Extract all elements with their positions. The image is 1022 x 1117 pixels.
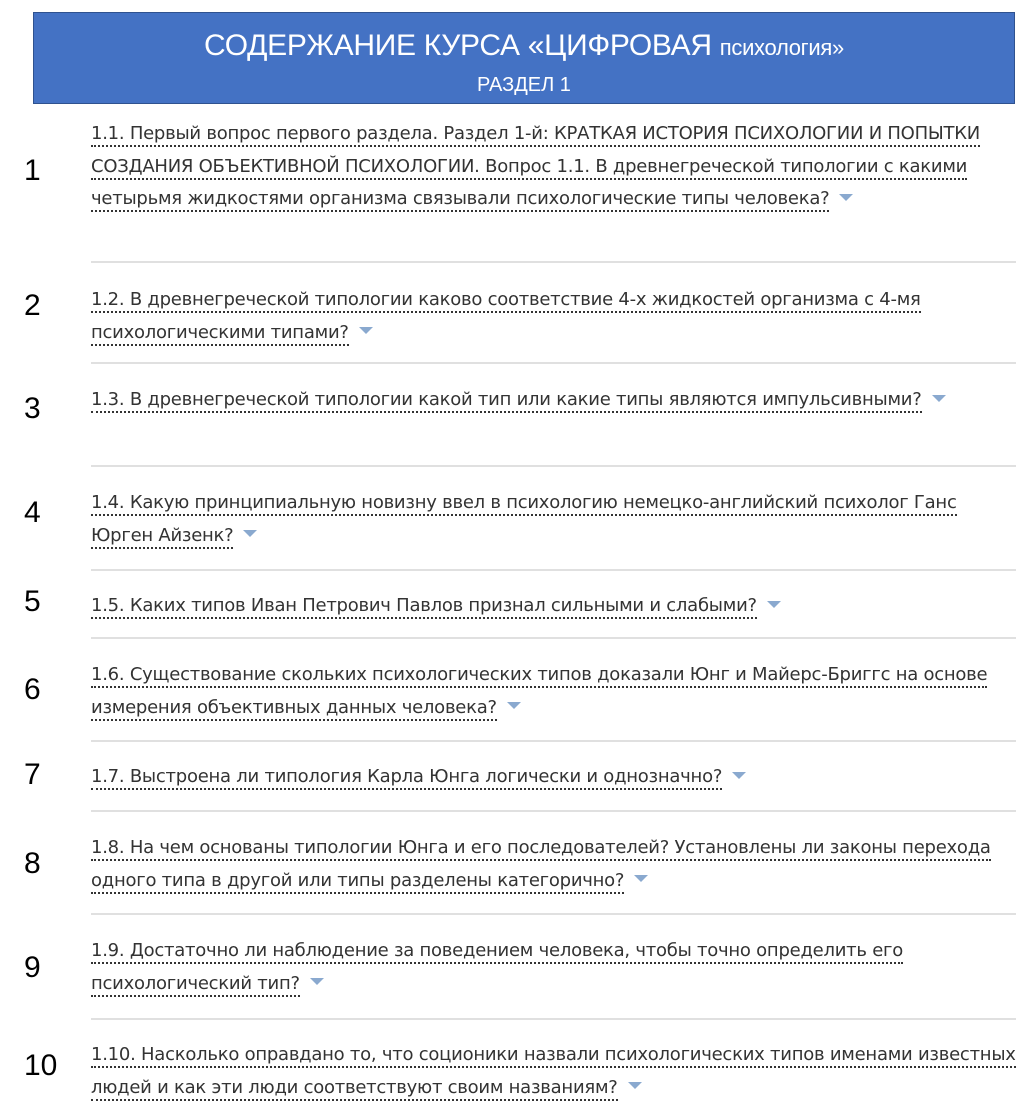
question-link[interactable] <box>91 761 1016 794</box>
dropdown-caret-icon[interactable] <box>932 395 946 402</box>
dropdown-caret-icon[interactable] <box>310 978 324 985</box>
question-number: 10 <box>24 1049 58 1082</box>
dropdown-caret-icon[interactable] <box>507 702 521 709</box>
divider <box>91 362 1016 364</box>
question-link[interactable] <box>91 1039 1016 1104</box>
question-link[interactable] <box>91 284 1016 349</box>
dropdown-caret-icon[interactable] <box>628 1082 642 1089</box>
section-subtitle: РАЗДЕЛ 1 <box>477 74 571 96</box>
dropdown-caret-icon[interactable] <box>243 530 257 537</box>
question-number: 6 <box>24 673 41 706</box>
divider <box>91 465 1016 467</box>
divider <box>91 810 1016 812</box>
question-number: 9 <box>24 951 41 984</box>
question-text[interactable]: 1.9. Достаточно ли наблюдение за поведением человека, чтобы точно определить его психологический тип? <box>91 940 903 997</box>
divider <box>91 261 1016 263</box>
question-text[interactable]: 1.7. Выстроена ли типология Карла Юнга логически и однозначно? <box>91 766 722 790</box>
question-link[interactable] <box>91 935 1016 1000</box>
course-title-small: психология» <box>719 35 844 60</box>
dropdown-caret-icon[interactable] <box>767 601 781 608</box>
question-number: 3 <box>24 392 41 425</box>
question-link[interactable] <box>91 590 1016 623</box>
question-text[interactable]: 1.6. Существование скольких психологических типов доказали Юнг и Майерс-Бриггс на основе измерения объективных данных человека? <box>91 664 987 721</box>
question-number: 8 <box>24 847 41 880</box>
question-text[interactable]: 1.3. В древнегреческой типологии какой тип или какие типы являются импульсивными? <box>91 389 922 413</box>
dropdown-caret-icon[interactable] <box>732 772 746 779</box>
divider <box>91 637 1016 639</box>
course-header <box>33 12 1015 104</box>
question-link[interactable] <box>91 832 1016 897</box>
question-number: 4 <box>24 496 41 529</box>
course-title-main: СОДЕРЖАНИЕ КУРСА «ЦИФРОВАЯ <box>204 29 720 62</box>
question-number: 7 <box>24 758 41 791</box>
question-number: 2 <box>24 289 41 322</box>
course-title <box>34 29 1014 65</box>
divider <box>91 569 1016 571</box>
question-text[interactable]: 1.8. На чем основаны типологии Юнга и его последователей? Установлены ли законы перехода одного типа в другой или типы разделены категорично? <box>91 837 991 894</box>
question-text[interactable]: 1.2. В древнегреческой типологии каково соответствие 4-х жидкостей организма с 4-мя психологическими типами? <box>91 289 921 346</box>
dropdown-caret-icon[interactable] <box>359 327 373 334</box>
question-text[interactable]: 1.1. Первый вопрос первого раздела. Раздел 1-й: КРАТКАЯ ИСТОРИЯ ПСИХОЛОГИИ И ПОПЫТКИ СОЗДАНИЯ ОБЪЕКТИВНОЙ ПСИХОЛОГИИ. Вопрос 1.1. В древнегреческой типологии с какими четырьмя жидкостями организма связывали психологические типы человека? <box>91 123 980 212</box>
dropdown-caret-icon[interactable] <box>839 194 853 201</box>
divider <box>91 1018 1016 1020</box>
question-link[interactable] <box>91 659 1016 724</box>
question-number: 1 <box>24 154 41 187</box>
divider <box>91 913 1016 915</box>
divider <box>91 740 1016 742</box>
dropdown-caret-icon[interactable] <box>634 875 648 882</box>
question-link[interactable] <box>91 118 1016 216</box>
question-link[interactable] <box>91 384 1016 417</box>
question-text[interactable]: 1.5. Каких типов Иван Петрович Павлов признал сильными и слабыми? <box>91 595 757 619</box>
question-number: 5 <box>24 585 41 618</box>
question-link[interactable] <box>91 487 1016 552</box>
question-text[interactable]: 1.10. Насколько оправдано то, что соционики назвали психологических типов именами известных людей и как эти люди соответствуют своим названиям? <box>91 1044 1016 1101</box>
question-text[interactable]: 1.4. Какую принципиальную новизну ввел в психологию немецко-английский психолог Ганс Юрген Айзенк? <box>91 492 957 549</box>
